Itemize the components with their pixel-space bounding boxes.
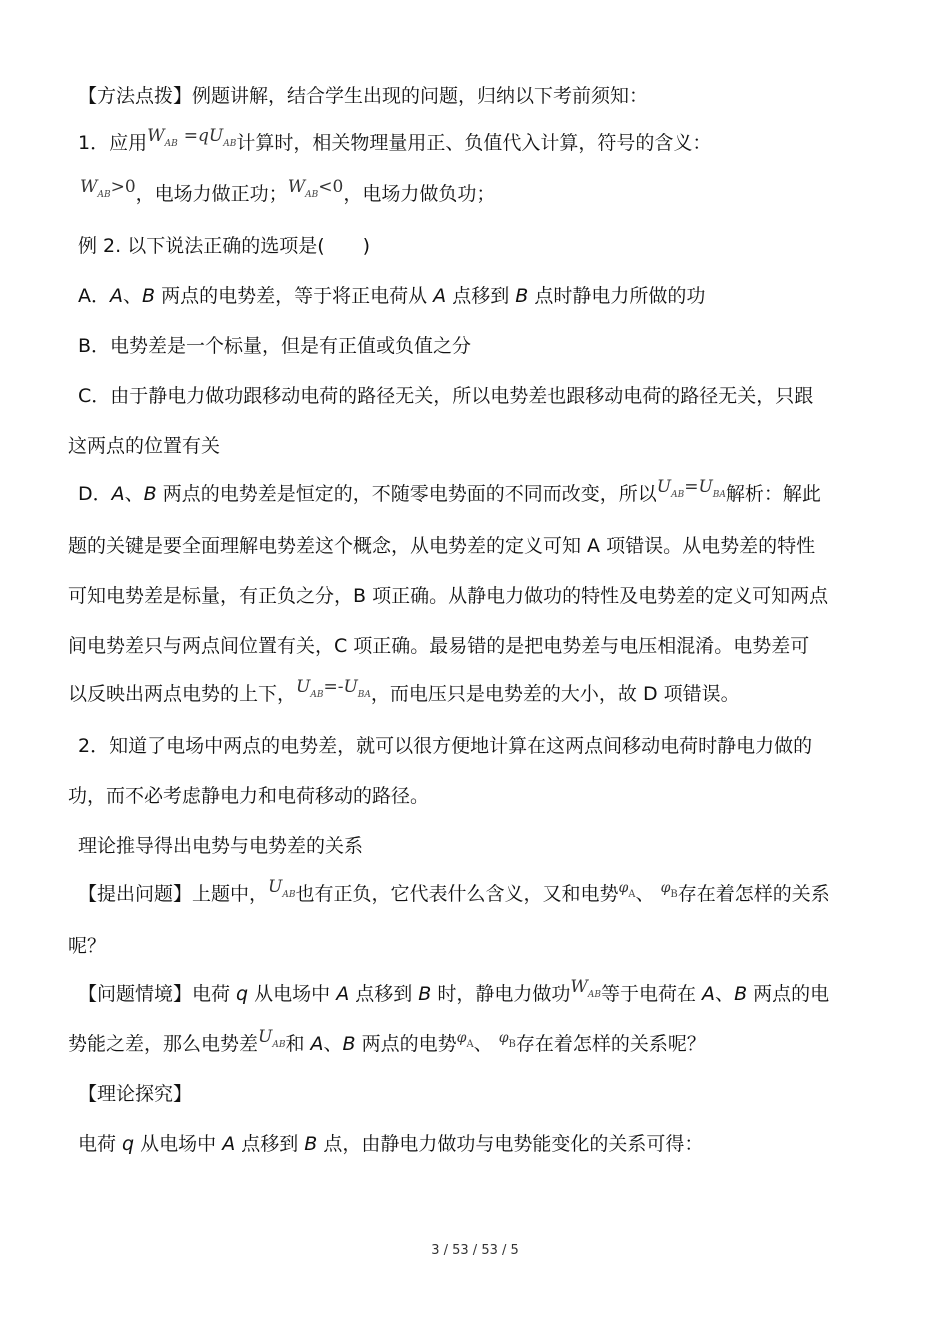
option-d: D．A、B 两点的电势差是恒定的，不随零电势面的不同而改变，所以$U_{AB}=U_{BA}$解析：解此 xyxy=(78,482,821,510)
text: 1．应用 xyxy=(78,132,148,154)
text: 计算时，相关物理量用正、负值代入计算，符号的含义： xyxy=(236,132,712,154)
analysis-line-1: 题的关键是要全面理解电势差这个概念，从电势差的定义可知 A 项错误。从电势差的特性 xyxy=(68,535,816,557)
formula-wab: $W_{AB}$ xyxy=(570,977,601,1000)
text: 例 2. 以下说法正确的选项是( ) xyxy=(78,235,371,257)
formula-uab-neg-uba: $U_{AB}=-U_{BA}$ xyxy=(296,677,371,700)
formula-w-lt-0: $W_{AB}<0$ xyxy=(287,177,344,200)
formula-phi-a-2: $\varphi_A$ xyxy=(456,1030,474,1050)
theory-derivation-heading: 理论推导得出电势与电势差的关系 xyxy=(78,835,364,857)
analysis-line-2: 可知电势差是标量，有正负之分，B 项正确。从静电力做功的特性及电势差的定义可知两点 xyxy=(68,585,829,607)
formula-w-eq-qu: $W_{AB} =qU_{AB}$ xyxy=(147,126,237,149)
option-b: B．电势差是一个标量，但是有正值或负值之分 xyxy=(78,335,472,357)
method-tip-heading xyxy=(78,84,648,108)
problem-situation-cont: 势能之差，那么电势差$U_{AB}$和 A、B 两点的电势$\varphi_A$、 $\varphi_B$存在着怎样的关系呢？ xyxy=(68,1032,706,1060)
formula-phi-b-2: $\varphi_B$ xyxy=(498,1030,516,1050)
raise-question-line: 【提出问题】上题中，$U_{AB}$也有正负，它代表什么含义，又和电势$\varphi_A$、 $\varphi_B$存在着怎样的关系 xyxy=(78,882,830,910)
theory-exploration-heading: 【理论探究】 xyxy=(78,1083,193,1105)
page-number: 3 / 53 / 53 / 5 xyxy=(431,1243,519,1258)
text: ，电场力做正功； xyxy=(135,183,288,205)
analysis-line-4: 以反映出两点电势的上下，$U_{AB}=-U_{BA}$，而电压只是电势差的大小，故 D 项错误。 xyxy=(68,682,740,710)
item-1-line xyxy=(78,126,712,159)
option-c: C．由于静电力做功跟移动电荷的路径无关，所以电势差也跟移动电荷的路径无关，只跟 xyxy=(78,385,814,407)
text: ，电场力做负功； xyxy=(343,183,496,205)
item-2-line: 2．知道了电场中两点的电势差，就可以很方便地计算在这两点间移动电荷时静电力做的 xyxy=(78,735,813,757)
raise-question-cont: 呢？ xyxy=(68,935,107,957)
example-2-question xyxy=(78,234,370,258)
item-2-cont: 功，而不必考虑静电力和电荷移动的路径。 xyxy=(68,785,430,807)
theory-exploration-line: 电荷 q 从电场中 A 点移到 B 点，由静电力做功与电势能变化的关系可得： xyxy=(78,1133,704,1155)
formula-uab-2: $U_{AB}$ xyxy=(258,1027,286,1050)
formula-phi-a: $\varphi_A$ xyxy=(618,880,636,900)
option-c-cont: 这两点的位置有关 xyxy=(68,435,221,457)
option-a: A．A、B 两点的电势差，等于将正电荷从 A 点移到 B 点时静电力所做的功 xyxy=(78,285,706,307)
sign-meaning-line xyxy=(80,177,496,210)
text: 【方法点拨】例题讲解，结合学生出现的问题，归纳以下考前须知： xyxy=(78,85,649,107)
formula-uab: $U_{AB}$ xyxy=(268,877,296,900)
formula-uab-eq-uba: $U_{AB}=U_{BA}$ xyxy=(656,477,726,500)
formula-phi-b: $\varphi_B$ xyxy=(660,880,678,900)
formula-w-gt-0: $W_{AB}>0$ xyxy=(80,177,136,200)
analysis-line-3: 间电势差只与两点间位置有关，C 项正确。最易错的是把电势差与电压相混淆。电势差可 xyxy=(68,635,810,657)
problem-situation-line: 【问题情境】电荷 q 从电场中 A 点移到 B 时，静电力做功$W_{AB}$等于电荷在 A、B 两点的电 xyxy=(78,982,829,1010)
